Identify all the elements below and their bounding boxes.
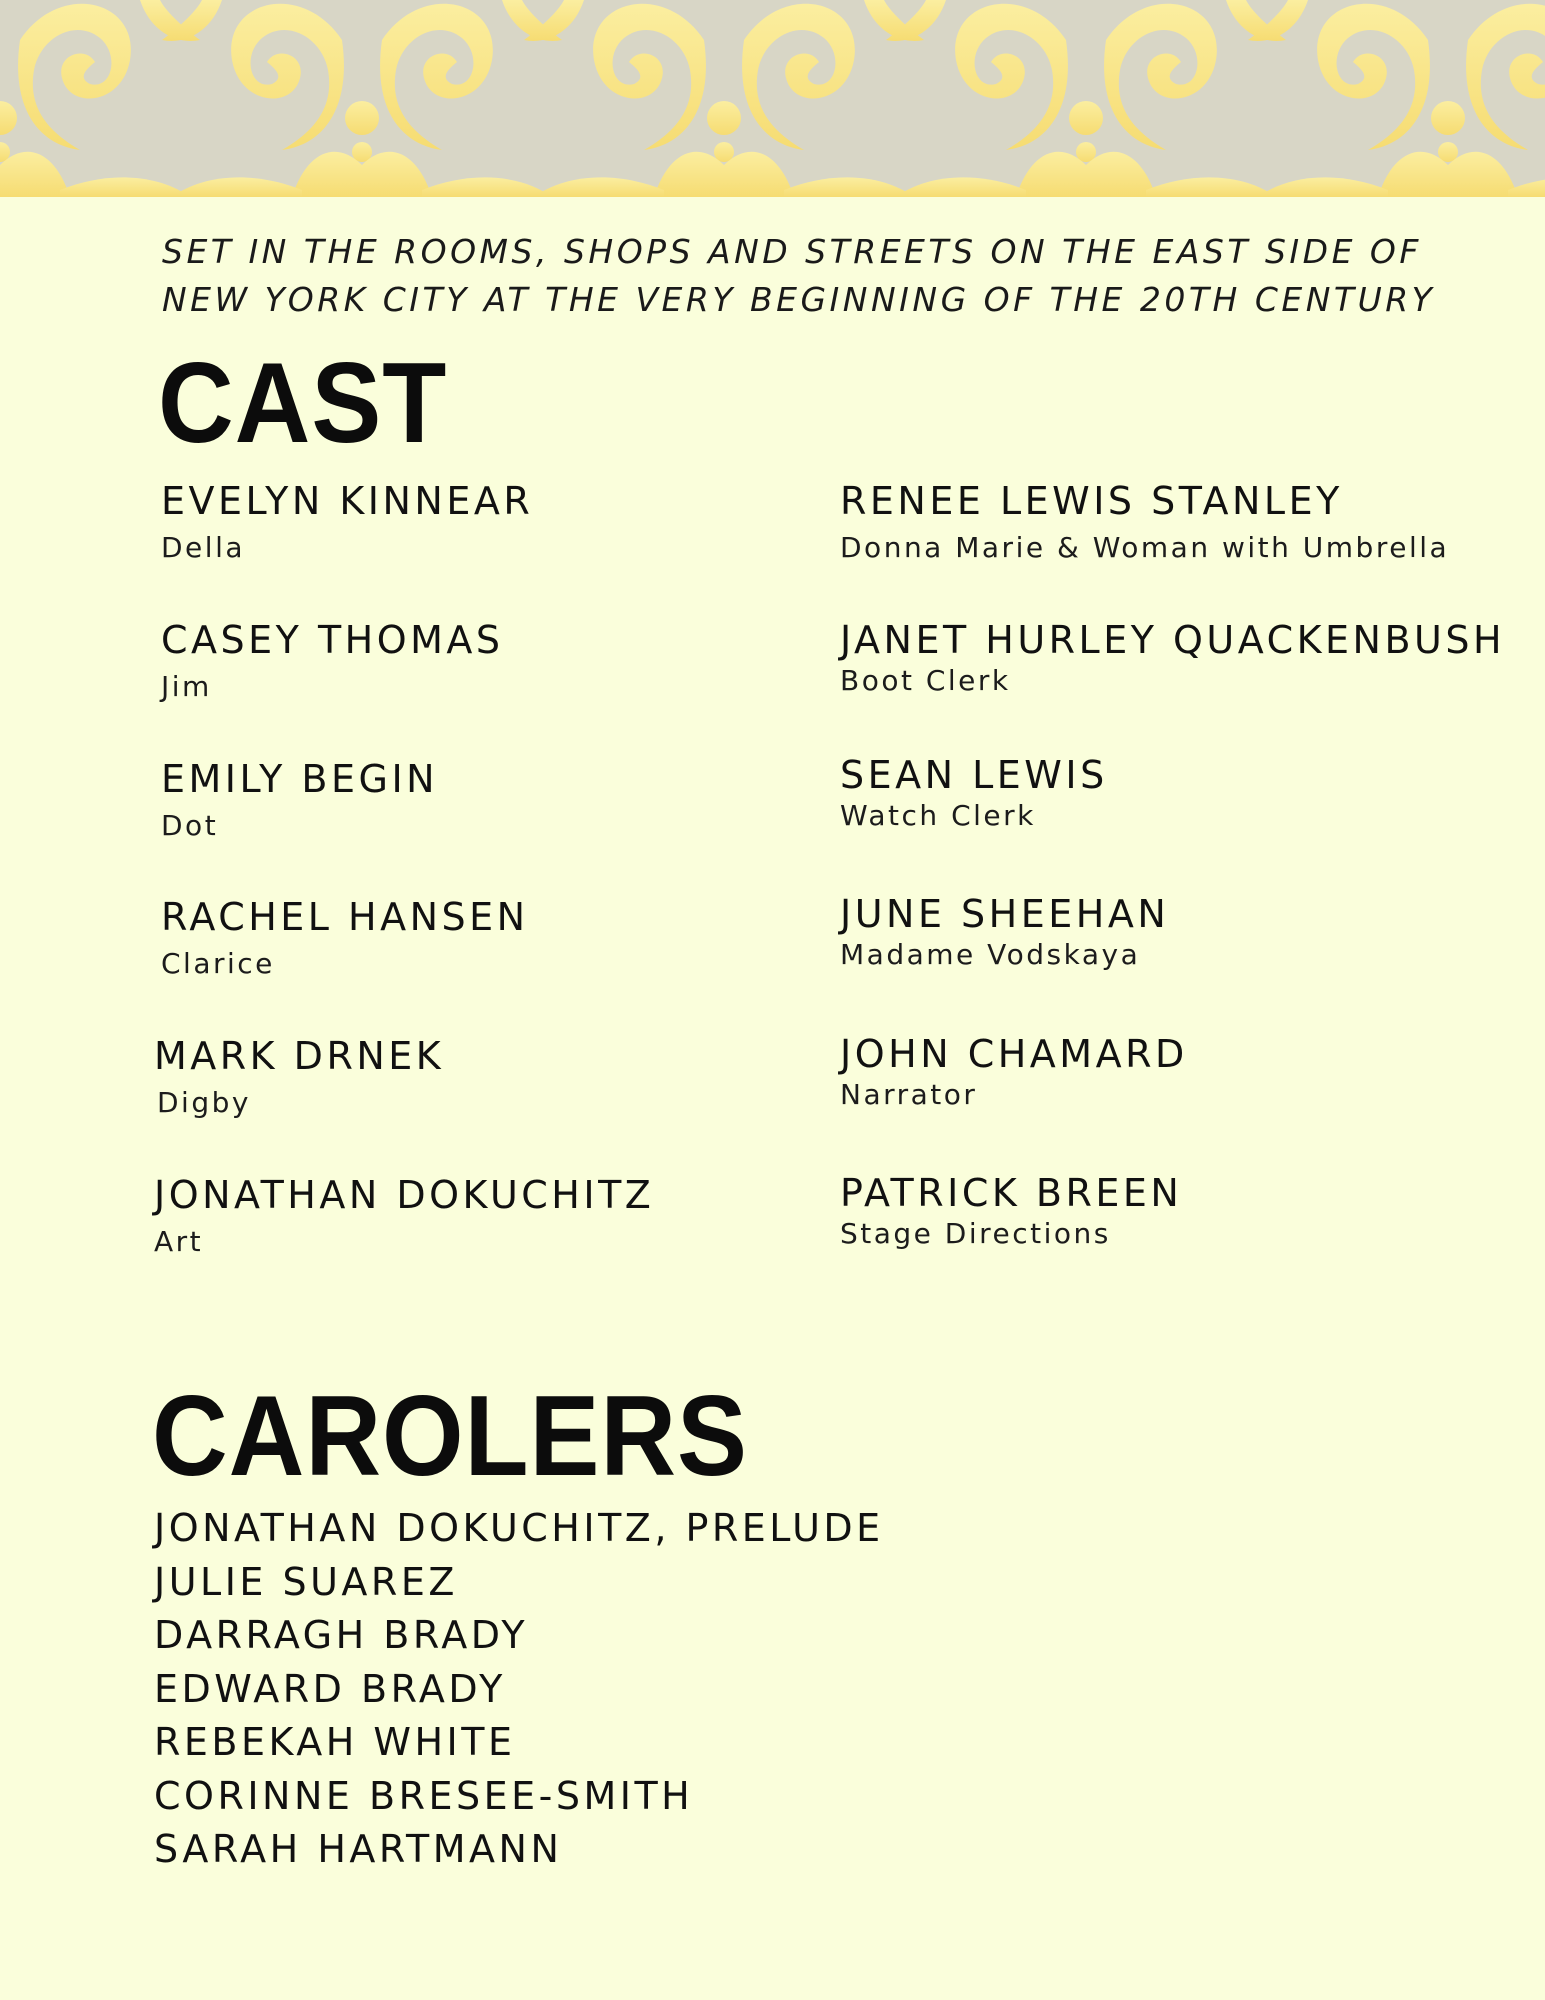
cast-member-name: MARK DRNEK xyxy=(154,1034,445,1078)
cast-member xyxy=(840,478,1449,566)
cast-member xyxy=(154,1172,654,1260)
setting-description xyxy=(162,228,1462,324)
setting-line-2: NEW YORK CITY AT THE VERY BEGINNING OF THE 20TH CENTURY xyxy=(162,280,1436,319)
carolers-list xyxy=(154,1502,884,1877)
cast-member-name: SEAN LEWIS xyxy=(840,753,1108,797)
cast-member-role: Dot xyxy=(161,809,219,842)
cast-member-name: PATRICK BREEN xyxy=(840,1171,1183,1215)
cast-member-role: Della xyxy=(161,531,246,564)
cast-member xyxy=(840,617,1505,699)
cast-member-role: Clarice xyxy=(161,947,275,980)
cast-member xyxy=(840,891,1169,973)
cast-member-name: EMILY BEGIN xyxy=(161,757,439,801)
cast-member xyxy=(161,894,529,982)
setting-line-1: SET IN THE ROOMS, SHOPS AND STREETS ON THE EAST SIDE OF xyxy=(162,232,1422,271)
cast-member-name: CASEY THOMAS xyxy=(161,618,504,662)
cast-member-role: Art xyxy=(154,1225,204,1258)
cast-member xyxy=(161,756,438,844)
cast-member-name: JUNE SHEEHAN xyxy=(840,892,1170,936)
caroler-name: REBEKAH WHITE xyxy=(154,1720,516,1764)
cast-member xyxy=(840,752,1108,834)
cast-member-role: Boot Clerk xyxy=(840,664,1011,697)
cast-member-role: Jim xyxy=(161,670,212,703)
cast-member-role: Watch Clerk xyxy=(840,799,1036,832)
caroler-name: DARRAGH BRADY xyxy=(154,1613,529,1657)
damask-ornament-pattern xyxy=(0,0,1545,197)
cast-member-name: RACHEL HANSEN xyxy=(161,895,529,939)
cast-heading: CAST xyxy=(158,340,448,467)
cast-member xyxy=(840,1031,1188,1113)
cast-member xyxy=(840,1170,1182,1252)
cast-member xyxy=(161,617,504,705)
caroler-name: EDWARD BRADY xyxy=(154,1666,506,1711)
cast-member-role: Stage Directions xyxy=(840,1217,1111,1250)
cast-member-name: JANET HURLEY QUACKENBUSH xyxy=(840,618,1506,662)
cast-member-name: JOHN CHAMARD xyxy=(840,1032,1188,1076)
cast-member xyxy=(154,1033,444,1121)
cast-member-role: Donna Marie & Woman with Umbrella xyxy=(840,531,1450,564)
carolers-heading: CAROLERS xyxy=(152,1373,748,1500)
caroler-name: CORINNE BRESEE-SMITH xyxy=(154,1773,694,1818)
cast-member-name: RENEE LEWIS STANLEY xyxy=(840,479,1343,523)
caroler-name: SARAH HARTMANN xyxy=(154,1827,563,1871)
cast-member-role: Narrator xyxy=(840,1078,978,1111)
caroler-name: JULIE SUAREZ xyxy=(154,1559,458,1604)
decorative-damask-banner xyxy=(0,0,1545,197)
cast-member xyxy=(161,478,533,566)
cast-member-name: EVELYN KINNEAR xyxy=(161,479,534,523)
cast-member-role: Madame Vodskaya xyxy=(840,938,1141,971)
cast-member-role: Digby xyxy=(157,1086,251,1119)
cast-member-name: JONATHAN DOKUCHITZ xyxy=(154,1173,655,1217)
caroler-name: JONATHAN DOKUCHITZ, PRELUDE xyxy=(154,1506,884,1550)
